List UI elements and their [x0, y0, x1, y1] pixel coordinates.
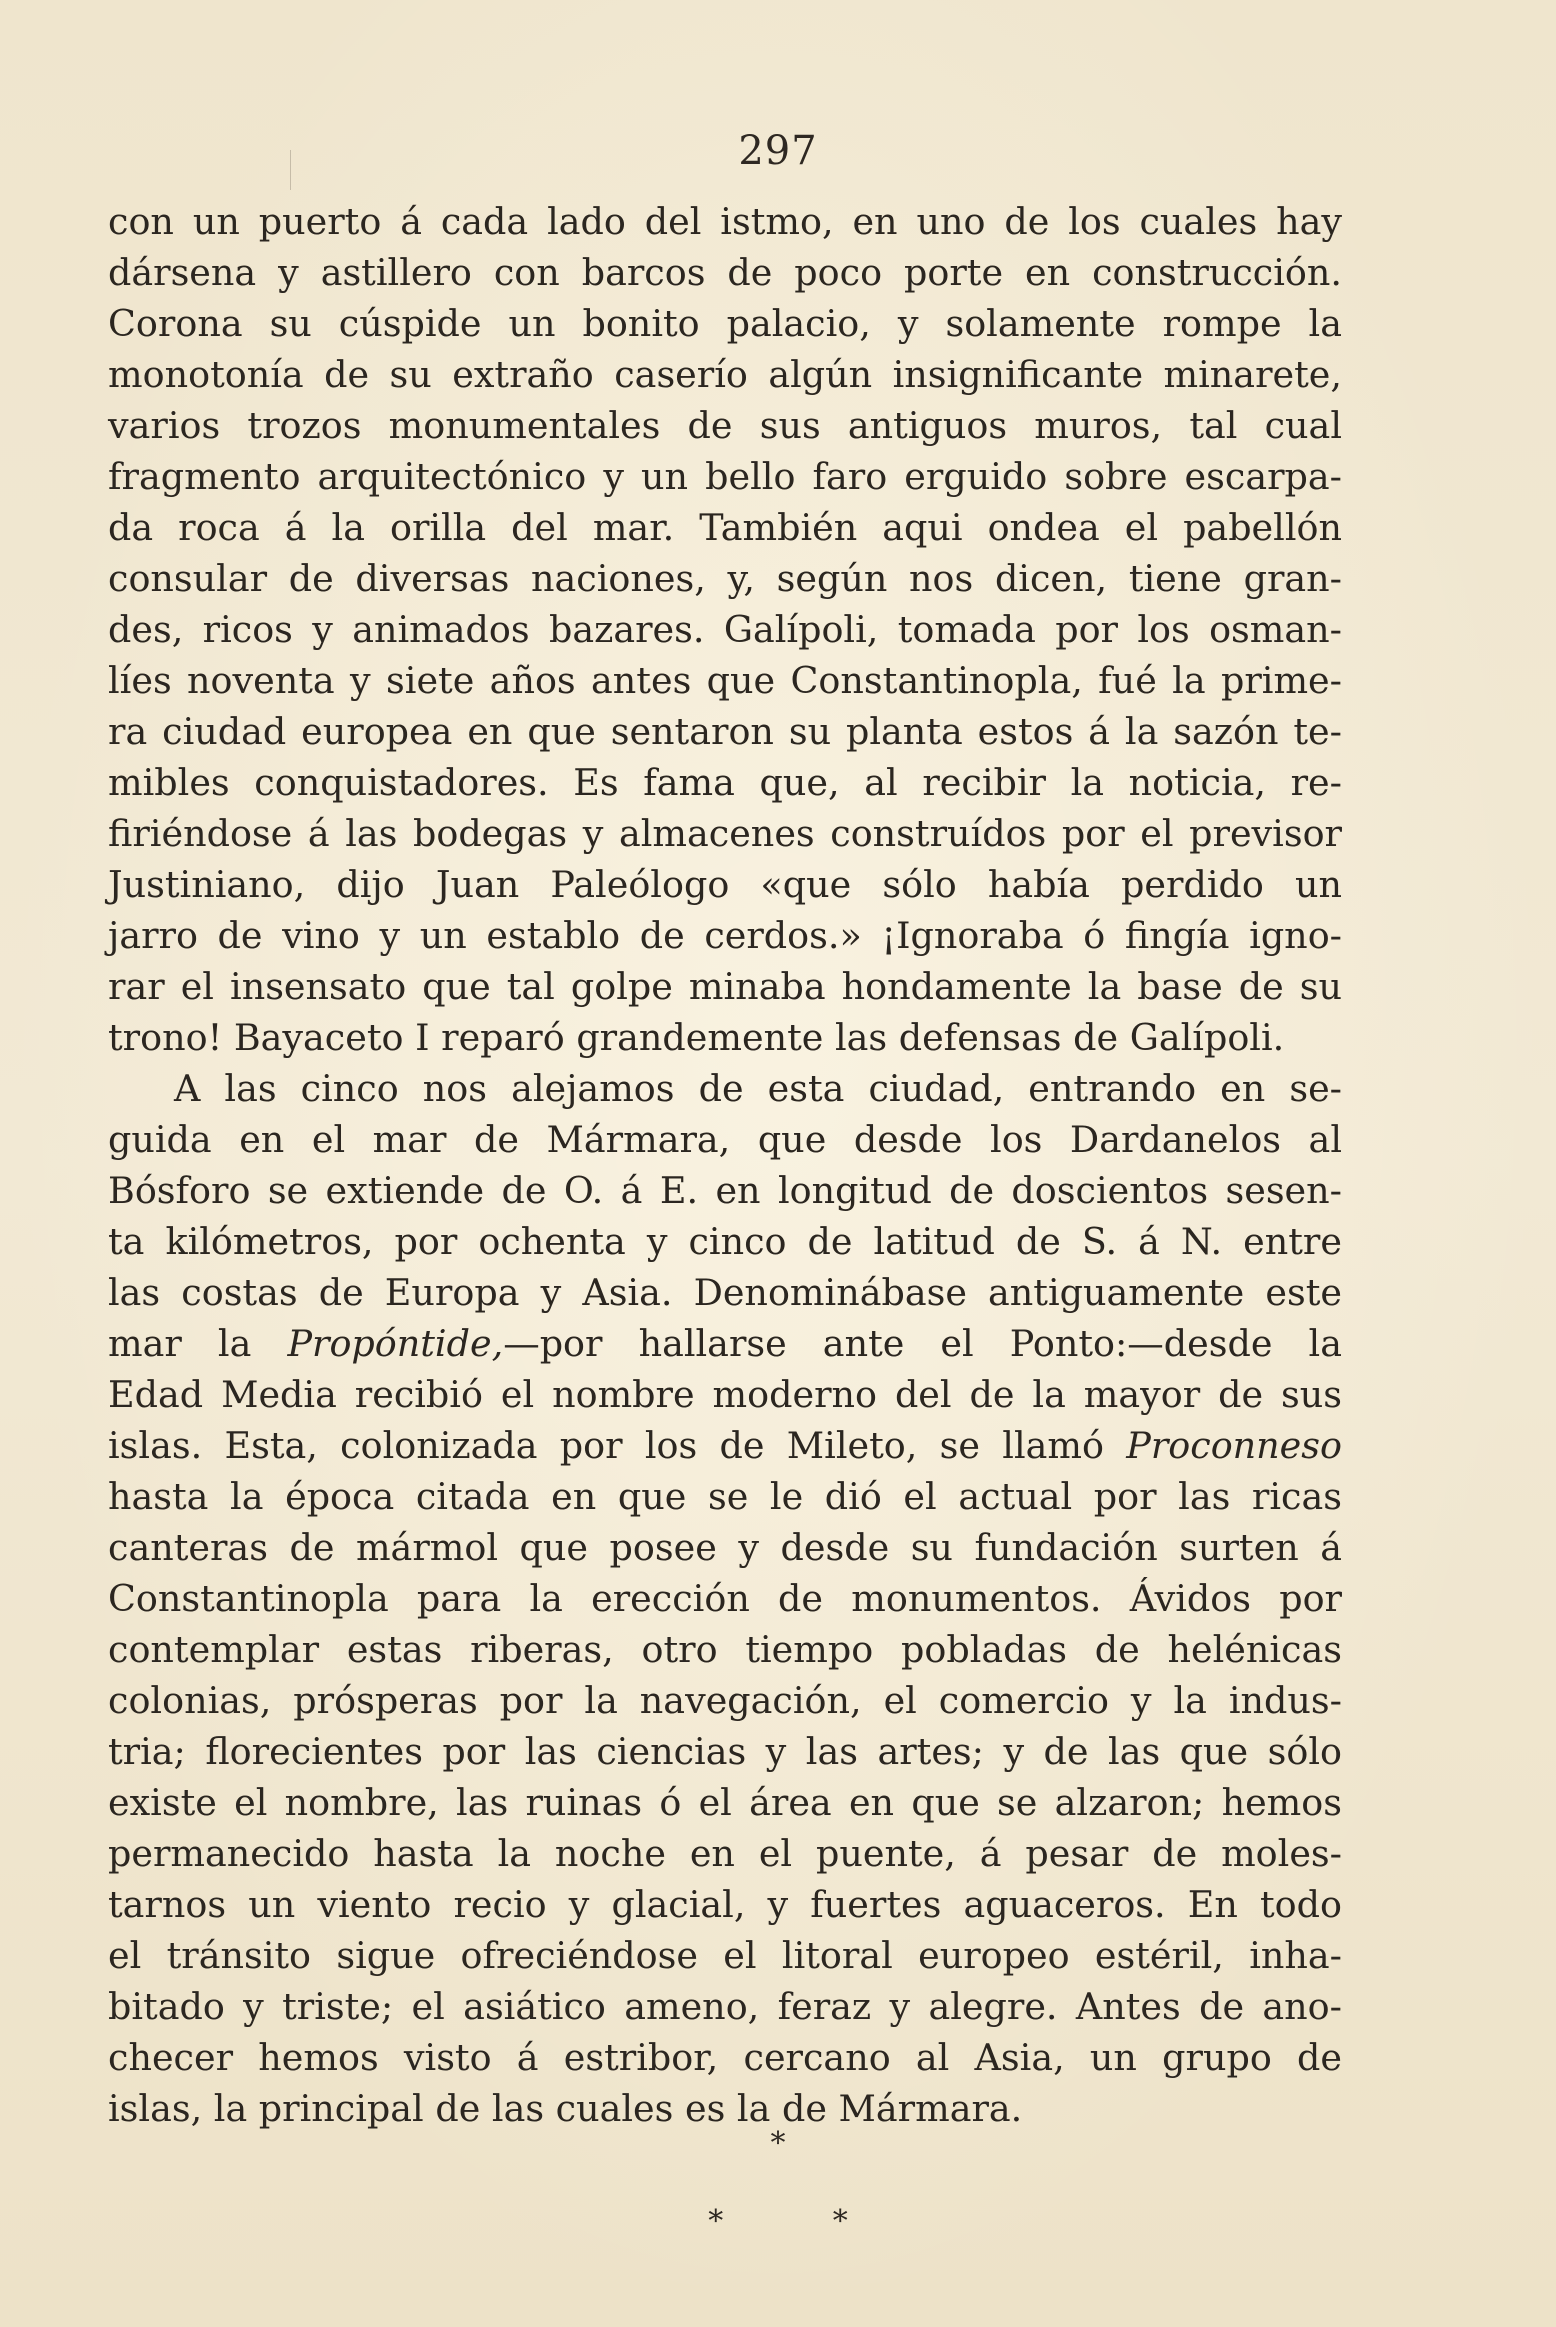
text-line: guida en el mar de Mármara, que desde los Dardanelos al [108, 1118, 1342, 1161]
text-line: rar el insensato que tal golpe minaba hondamente la base de su [108, 965, 1342, 1008]
section-separator-top [0, 2126, 1556, 2161]
text-line: Corona su cúspide un bonito palacio, y solamente rompe la [108, 302, 1342, 345]
paragraph-first-line: A las cinco nos alejamos de esta ciudad, entrando en se- [174, 1067, 1342, 1110]
text-line: líes noventa y siete años antes que Constantinopla, fué la prime- [108, 659, 1342, 702]
asterisk: * [708, 2204, 724, 2239]
text-line: consular de diversas naciones, y, según nos dicen, tiene gran- [108, 557, 1342, 600]
text-line: Bósforo se extiende de O. á E. en longitud de doscientos sesen- [108, 1169, 1342, 1212]
text-line: da roca á la orilla del mar. También aqui ondea el pabellón [108, 506, 1342, 549]
text-line-with-italic: mar la Propóntide,—por hallarse ante el Ponto:—desde la [108, 1322, 1342, 1365]
text-line: tarnos un viento recio y glacial, y fuertes aguaceros. En todo [108, 1883, 1342, 1926]
text-line: firiéndose á las bodegas y almacenes construídos por el previsor [108, 812, 1342, 855]
text-line: mibles conquistadores. Es fama que, al recibir la noticia, re- [108, 761, 1342, 804]
text-line-with-italic: islas. Esta, colonizada por los de Mileto, se llamó Proconneso [108, 1424, 1342, 1467]
asterisk: * [832, 2204, 848, 2239]
text-line: Edad Media recibió el nombre moderno del de la mayor de sus [108, 1373, 1342, 1416]
italic-term: Proconneso [1126, 1424, 1342, 1467]
text-line: des, ricos y animados bazares. Galípoli, tomada por los osman- [108, 608, 1342, 651]
text-line: con un puerto á cada lado del istmo, en uno de los cuales hay [108, 200, 1342, 243]
body-text [108, 196, 1342, 2134]
text-line: bitado y triste; el asiático ameno, feraz y alegre. Antes de ano- [108, 1985, 1342, 2028]
text-line: Constantinopla para la erección de monumentos. Ávidos por [108, 1577, 1342, 1620]
text-line: jarro de vino y un establo de cerdos.» ¡Ignoraba ó fingía igno- [108, 914, 1342, 957]
text-line: Justiniano, dijo Juan Paleólogo «que sólo había perdido un [108, 863, 1342, 906]
italic-term: Propóntide, [287, 1322, 504, 1365]
text-line: checer hemos visto á estribor, cercano al Asia, un grupo de [108, 2036, 1342, 2079]
text-line: dársena y astillero con barcos de poco porte en construcción. [108, 251, 1342, 294]
text-line: existe el nombre, las ruinas ó el área en que se alzaron; hemos [108, 1781, 1342, 1824]
text-line: contemplar estas riberas, otro tiempo pobladas de helénicas [108, 1628, 1342, 1671]
text-line: fragmento arquitectónico y un bello faro erguido sobre escarpa- [108, 455, 1342, 498]
asterisk: * [770, 2126, 786, 2161]
text-line: colonias, prósperas por la navegación, el comercio y la indus- [108, 1679, 1342, 1722]
text-line: hasta la época citada en que se le dió el actual por las ricas [108, 1475, 1342, 1518]
text-line: varios trozos monumentales de sus antiguos muros, tal cual [108, 404, 1342, 447]
text-line: permanecido hasta la noche en el puente, á pesar de moles- [108, 1832, 1342, 1875]
text-line: ra ciudad europea en que sentaron su planta estos á la sazón te- [108, 710, 1342, 753]
text-line: monotonía de su extraño caserío algún insignificante minarete, [108, 353, 1342, 396]
text-line: islas, la principal de las cuales es la de Mármara. [108, 2087, 1023, 2130]
text-line: el tránsito sigue ofreciéndose el litoral europeo estéril, inha- [108, 1934, 1342, 1977]
text-line: trono! Bayaceto I reparó grandemente las defensas de Galípoli. [108, 1016, 1285, 1059]
text-line: ta kilómetros, por ochenta y cinco de latitud de S. á N. entre [108, 1220, 1342, 1263]
text-line: tria; florecientes por las ciencias y las artes; y de las que sólo [108, 1730, 1342, 1773]
text-line: canteras de mármol que posee y desde su fundación surten á [108, 1526, 1342, 1569]
section-separator-bottom [0, 2204, 1556, 2239]
text-line: las costas de Europa y Asia. Denominábase antiguamente este [108, 1271, 1342, 1314]
page-number: 297 [738, 128, 818, 174]
